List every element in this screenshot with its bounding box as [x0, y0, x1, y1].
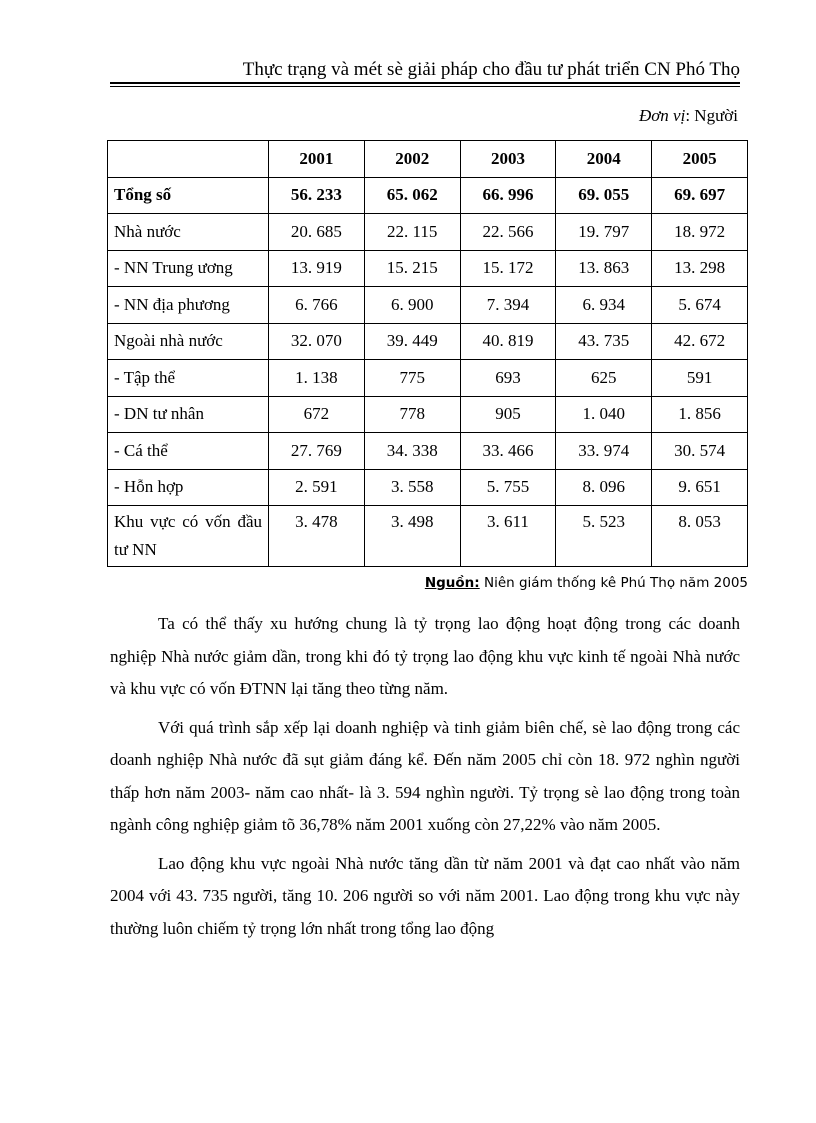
page-header-title: Thực trạng và mét sè giải pháp cho đầu tư phát triển CN Phó Thọ: [242, 59, 740, 80]
table-cell: 56. 233: [269, 177, 365, 214]
unit-value: : Người: [685, 106, 738, 125]
table-cell: 39. 449: [364, 323, 460, 360]
source-label: Nguồn:: [424, 575, 480, 591]
row-label: - Tập thể: [108, 360, 269, 397]
row-label: Ngoài nhà nước: [108, 323, 269, 360]
table-cell: 1. 040: [556, 396, 652, 433]
table-header-cell: 2005: [652, 141, 748, 178]
body-text: [110, 608, 740, 951]
table-cell: 6. 934: [556, 287, 652, 324]
table-cell: 778: [364, 396, 460, 433]
table-row: [108, 396, 748, 433]
table-cell: 33. 466: [460, 433, 556, 470]
table-cell: 40. 819: [460, 323, 556, 360]
table-row: [108, 433, 748, 470]
table-row: [108, 214, 748, 251]
table-cell: 3. 558: [364, 469, 460, 506]
table-row: [108, 360, 748, 397]
table-cell: 5. 755: [460, 469, 556, 506]
paragraph: Lao động khu vực ngoài Nhà nước tăng dần từ năm 2001 và đạt cao nhất vào năm 2004 với 43. 735 người, tăng 10. 206 người so với năm 2001. Lao động trong khu vực này thường luôn chiếm tỷ trọng lớn nhất trong tổng lao động: [110, 853, 740, 938]
table-cell: 6. 766: [269, 287, 365, 324]
table-cell: 3. 498: [364, 506, 460, 567]
table-cell: 19. 797: [556, 214, 652, 251]
table-cell: 69. 055: [556, 177, 652, 214]
table-header-cell: 2001: [269, 141, 365, 178]
table-cell: 42. 672: [652, 323, 748, 360]
table-cell: 8. 053: [652, 506, 748, 567]
table-cell: 2. 591: [269, 469, 365, 506]
unit-label: Đơn vị: [638, 106, 686, 125]
table-cell: 20. 685: [269, 214, 365, 251]
paragraph: Ta có thể thấy xu hướng chung là tỷ trọng lao động hoạt động trong các doanh nghiệp Nhà nước giảm dần, trong khi đó tỷ trọng lao động khu vực kinh tế ngoài Nhà nước và khu vực có vốn ĐTNN lại tăng theo từng năm.: [110, 614, 740, 698]
table-cell: 32. 070: [269, 323, 365, 360]
table-header-cell: 2002: [364, 141, 460, 178]
table-cell: 30. 574: [652, 433, 748, 470]
table-source-note: [425, 575, 748, 591]
table-cell: 13. 298: [652, 250, 748, 287]
table-cell: 625: [556, 360, 652, 397]
table-cell: 7. 394: [460, 287, 556, 324]
table-row: [108, 506, 748, 567]
table-cell: 13. 919: [269, 250, 365, 287]
table-row: [108, 177, 748, 214]
table-cell: 13. 863: [556, 250, 652, 287]
table-cell: 905: [460, 396, 556, 433]
table-cell: 775: [364, 360, 460, 397]
table-cell: 693: [460, 360, 556, 397]
table-header-cell: 2003: [460, 141, 556, 178]
table-cell: 18. 972: [652, 214, 748, 251]
table-cell: 66. 996: [460, 177, 556, 214]
table-cell: 591: [652, 360, 748, 397]
table-cell: 33. 974: [556, 433, 652, 470]
table-cell: 5. 674: [652, 287, 748, 324]
header-rule-thin: [110, 86, 740, 87]
table-cell: 22. 115: [364, 214, 460, 251]
table-cell: 34. 338: [364, 433, 460, 470]
table-header-row: [108, 141, 748, 178]
table-row: [108, 287, 748, 324]
row-label: - NN địa phương: [108, 287, 269, 324]
table-row: [108, 469, 748, 506]
row-label: Khu vực có vốn đầu tư NN: [108, 506, 269, 567]
header-rule-thick: [110, 82, 740, 84]
table-row: [108, 250, 748, 287]
row-label: - DN tư nhân: [108, 396, 269, 433]
table-cell: 672: [269, 396, 365, 433]
table-cell: 43. 735: [556, 323, 652, 360]
table-cell: 65. 062: [364, 177, 460, 214]
table-cell: 15. 215: [364, 250, 460, 287]
unit-note: [639, 106, 738, 126]
table-header-cell: [108, 141, 269, 178]
table-cell: 8. 096: [556, 469, 652, 506]
table-header-cell: 2004: [556, 141, 652, 178]
table-cell: 69. 697: [652, 177, 748, 214]
row-label: - Hỗn hợp: [108, 469, 269, 506]
labor-table: [107, 140, 748, 567]
table-cell: 15. 172: [460, 250, 556, 287]
table-cell: 22. 566: [460, 214, 556, 251]
table-cell: 27. 769: [269, 433, 365, 470]
table-cell: 6. 900: [364, 287, 460, 324]
source-text: Niên giám thống kê Phú Thọ năm 2005: [479, 575, 748, 591]
table-cell: 1. 856: [652, 396, 748, 433]
table-cell: 1. 138: [269, 360, 365, 397]
row-label: - NN Trung ương: [108, 250, 269, 287]
table-cell: 3. 611: [460, 506, 556, 567]
row-label: - Cá thể: [108, 433, 269, 470]
table-cell: 9. 651: [652, 469, 748, 506]
table-cell: 5. 523: [556, 506, 652, 567]
paragraph: Với quá trình sắp xếp lại doanh nghiệp và tinh giảm biên chế, sè lao động trong các doanh nghiệp Nhà nước đã sụt giảm đáng kể. Đến năm 2005 chỉ còn 18. 972 nghìn người thấp hơn năm 2003- năm cao nhất- là 3. 594 nghìn người. Tỷ trọng sè lao động trong toàn ngành công nghiệp giảm tõ 36,78% năm 2001 xuống còn 27,22% vào năm 2005.: [110, 717, 740, 834]
table-cell: 3. 478: [269, 506, 365, 567]
row-label: Nhà nước: [108, 214, 269, 251]
row-label: Tổng số: [108, 177, 269, 214]
table-row: [108, 323, 748, 360]
